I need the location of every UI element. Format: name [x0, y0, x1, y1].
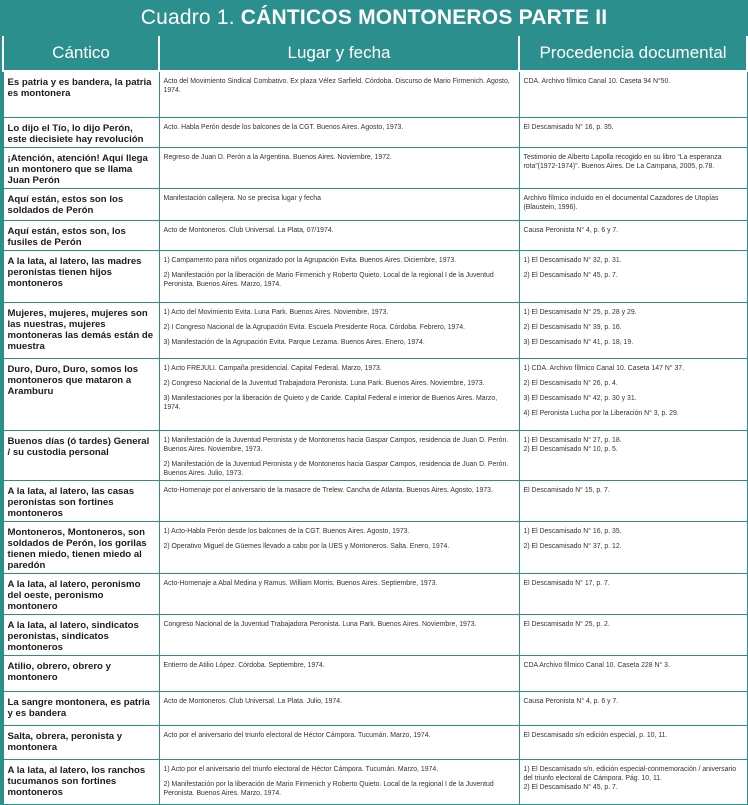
cell-lugar-fecha-entry: 2) Manifestación de la Juventud Peronista y de Montoneros hacia Gaspar Campos, residencia de Juan D. Perón. Buenos Aires. Julio, 1973. — [163, 460, 509, 477]
cell-cantico: Aquí están, estos son los soldados de Perón — [3, 188, 159, 220]
table-row — [3, 614, 747, 655]
table-row — [3, 117, 747, 147]
table-row — [3, 725, 747, 759]
cell-lugar-fecha-entry: Acto del Movimiento Sindical Combativo. Ex plaza Vélez Sarfield. Córdoba. Discurso de Mario Firmenich. Agosto, 1974. — [163, 78, 510, 94]
cell-procedencia — [519, 573, 747, 614]
table-row — [3, 430, 747, 480]
cell-cantico: A la lata, al latero, las casas peronistas son fortines montoneros — [3, 480, 159, 521]
table-row — [3, 250, 747, 302]
cell-lugar-fecha — [159, 480, 519, 521]
cell-procedencia-entry: 1) El Descamisado N° 32, p. 31. — [523, 256, 622, 264]
cell-procedencia — [519, 430, 747, 480]
table-row — [3, 573, 747, 614]
cell-cantico: Mujeres, mujeres, mujeres son las nuestras, mujeres montoneras las demás están de muestra — [3, 302, 159, 358]
cell-cantico: Buenos días (ó tardes) General / su custodia personal — [3, 430, 159, 480]
cell-cantico: Es patria y es bandera, la patria es montonera — [3, 71, 159, 117]
table-title-prefix: Cuadro 1. — [140, 6, 235, 29]
cell-lugar-fecha-entry: Acto de Montoneros. Club Universal. La Plata, 07/1974. — [163, 226, 334, 234]
header-lugar-fecha: Lugar y fecha — [159, 36, 519, 71]
header-procedencia: Procedencia documental — [519, 36, 747, 71]
cell-procedencia-entry: 1) El Descamisado s/n. edición especial-conmemoración / aniversario del triunfo electoral de Cámpora. Pág. 10, 11. 2) El Descamisado N° 45, p. 7. — [523, 765, 737, 791]
cell-lugar-fecha-entry: Acto. Habla Perón desde los balcones de la CGT. Buenos Aires. Agosto, 1973. — [163, 123, 404, 131]
cell-procedencia-entry: Causa Peronista N° 4, p. 6 y 7. — [523, 226, 619, 234]
cell-procedencia-entry: 3) El Descamisado N° 41, p. 18, 19. — [523, 338, 634, 346]
cell-procedencia-entry: El Descamisado s/n edición especial, p. 10, 11. — [523, 731, 668, 739]
cell-procedencia — [519, 250, 747, 302]
table-header-row — [3, 36, 747, 71]
cell-lugar-fecha — [159, 430, 519, 480]
cell-lugar-fecha — [159, 759, 519, 804]
cell-procedencia-entry: 2) El Descamisado N° 39, p. 16. — [523, 323, 622, 331]
cell-cantico: A la lata, al latero, peronismo del oeste, peronismo montonero — [3, 573, 159, 614]
cell-procedencia-entry: 2) El Descamisado N° 37, p. 12. — [523, 542, 622, 550]
cell-procedencia — [519, 759, 747, 804]
cell-lugar-fecha-entry: 2) Manifestación por la liberación de Mario Firmenich y Roberto Quieto. Local de la regional I de la Juventud Peronista. Buenos Aires. Marzo, 1974. — [163, 271, 494, 288]
cell-cantico: A la lata, al latero, las madres peronistas tienen hijos montoneros — [3, 250, 159, 302]
cell-lugar-fecha — [159, 573, 519, 614]
cantos-table — [2, 36, 748, 805]
cell-procedencia — [519, 71, 747, 117]
cell-procedencia-entry: 1) El Descamisado N° 27, p. 18. 2) El Descamisado N° 10, p. 5. — [523, 436, 622, 453]
cell-lugar-fecha — [159, 358, 519, 430]
cell-lugar-fecha-entry: Acto-Homenaje a Abal Medina y Ramus. William Morris. Buenos Aires. Septiembre, 1973. — [163, 579, 438, 587]
cell-lugar-fecha — [159, 71, 519, 117]
cell-lugar-fecha — [159, 188, 519, 220]
cell-cantico: ¡Atención, atención! Aquí llega un montonero que se llama Juan Perón — [3, 147, 159, 188]
cell-procedencia — [519, 188, 747, 220]
cell-procedencia-entry: 1) El Descamisado N° 16, p. 35. — [523, 527, 622, 535]
cell-procedencia — [519, 655, 747, 691]
table-row — [3, 71, 747, 117]
cell-lugar-fecha-entry: 1) Acto FREJULI. Campaña presidencial. Capital Federal. Marzo, 1973. — [163, 364, 382, 372]
cell-cantico: Lo dijo el Tío, lo dijo Perón, este diecisiete hay revolución — [3, 117, 159, 147]
table-row — [3, 691, 747, 725]
cell-lugar-fecha-entry: 3) Manifestaciones por la liberación de Quieto y de Caride. Capital Federal e interior de Buenos Aires. Marzo, 1974. — [163, 394, 498, 411]
cell-lugar-fecha — [159, 614, 519, 655]
cell-procedencia-entry: 3) El Descamisado N° 42, p. 30 y 31. — [523, 394, 637, 402]
cell-lugar-fecha — [159, 220, 519, 250]
cell-procedencia — [519, 521, 747, 573]
cell-lugar-fecha — [159, 250, 519, 302]
cell-cantico: A la lata, al latero, los ranchos tucumanos son fortines montoneros — [3, 759, 159, 804]
cell-lugar-fecha — [159, 117, 519, 147]
table-row — [3, 188, 747, 220]
cell-procedencia-entry: Testimonio de Alberto Lapolla recogido en su libro “La esperanza rota”(1972-1974)”. Buenos Aires. De La Campana, 2005, p.78. — [523, 153, 722, 170]
cell-procedencia-entry: Archivo fílmico incluido en el documental Cazadores de Utopías (Blaustein, 1996). — [523, 194, 719, 211]
cell-lugar-fecha-entry: 3) Manifestación de la Agrupación Evita. Parque Lezama. Buenos Aires. Enero, 1974. — [163, 338, 425, 346]
cell-procedencia — [519, 147, 747, 188]
cell-lugar-fecha-entry: 2) Congreso Nacional de la Juventud Trabajadora Peronista. Luna Park. Buenos Aires. Noviembre, 1973. — [163, 379, 485, 387]
table-row — [3, 302, 747, 358]
cell-cantico: Aquí están, estos son, los fusiles de Perón — [3, 220, 159, 250]
cell-procedencia — [519, 117, 747, 147]
cell-lugar-fecha-entry: 2) Operativo Miguel de Güemes llevado a cabo por la UES y Montoneros. Salta. Enero, 1974. — [163, 542, 450, 550]
cell-cantico: La sangre montonera, es patria y es bandera — [3, 691, 159, 725]
table-title — [0, 0, 748, 36]
cell-lugar-fecha-entry: 1) Acto por el aniversario del triunfo electoral de Héctor Cámpora. Tucumán. Marzo, 1974. — [163, 765, 439, 773]
table-body — [3, 71, 747, 804]
cell-cantico: Montoneros, Montoneros, son soldados de Perón, los gorilas tienen miedo, tienen miedo al paredón — [3, 521, 159, 573]
cell-procedencia-entry: 4) El Peronista Lucha por la Liberación N° 3, p. 29. — [523, 409, 679, 417]
cell-lugar-fecha-entry: 2) I Congreso Nacional de la Agrupación Evita. Escuela Presidente Roca. Córdoba. Febrero, 1974. — [163, 323, 465, 331]
cell-procedencia — [519, 725, 747, 759]
cell-procedencia-entry: El Descamisado N° 25, p. 2. — [523, 620, 610, 628]
cell-lugar-fecha-entry: 1) Acto-Habla Perón desde los balcones de la CGT. Buenos Aires. Agosto, 1973. — [163, 527, 410, 535]
cell-lugar-fecha — [159, 655, 519, 691]
cell-lugar-fecha-entry: Regreso de Juan D. Perón a la Argentina. Buenos Aires. Noviembre, 1972. — [163, 153, 392, 161]
cell-lugar-fecha-entry: 1) Manifestación de la Juventud Peronista y de Montoneros hacia Gaspar Campos, residencia de Juan D. Perón. Buenos Aires. Noviembre, 1973. — [163, 436, 509, 453]
cell-lugar-fecha-entry: Entierro de Atilio López. Córdoba. Septiembre, 1974. — [163, 661, 325, 669]
cell-procedencia-entry: El Descamisado N° 17, p. 7. — [523, 579, 610, 587]
cell-lugar-fecha-entry: Manifestación callejera. No se precisa lugar y fecha — [163, 194, 321, 202]
table-row — [3, 358, 747, 430]
cell-lugar-fecha-entry: 1) Acto del Movimiento Evita. Luna Park. Buenos Aires. Noviembre, 1973. — [163, 308, 389, 316]
cell-lugar-fecha-entry: Acto por el aniversario del triunfo electoral de Héctor Cámpora. Tucumán. Marzo, 1974. — [163, 731, 431, 739]
cell-procedencia-entry: 1) CDA. Archivo fílmico Canal 10. Caseta 147 N° 37. — [523, 364, 685, 372]
cell-lugar-fecha-entry: Acto de Montoneros. Club Universal. La Plata. Julio, 1974. — [163, 697, 342, 705]
cell-procedencia-entry: CDA. Archivo fílmico Canal 10. Caseta 94 N°50. — [523, 78, 671, 85]
cell-lugar-fecha — [159, 147, 519, 188]
cell-procedencia-entry: El Descamisado N° 15, p. 7. — [523, 486, 610, 494]
table-row — [3, 521, 747, 573]
cell-procedencia — [519, 691, 747, 725]
cell-procedencia-entry: 2) El Descamisado N° 26, p. 4. — [523, 379, 618, 387]
cell-cantico: Salta, obrera, peronista y montonera — [3, 725, 159, 759]
cell-procedencia — [519, 614, 747, 655]
cell-procedencia-entry: 1) El Descamisado N° 25, p. 28 y 29. — [523, 308, 637, 316]
cell-cantico: Duro, Duro, Duro, somos los montoneros que mataron a Aramburu — [3, 358, 159, 430]
cell-lugar-fecha-entry: 1) Campamento para niños organizado por la Agrupación Evita. Buenos Aires. Diciembre, 1973. — [163, 256, 457, 264]
cell-lugar-fecha — [159, 302, 519, 358]
table-row — [3, 655, 747, 691]
cell-lugar-fecha — [159, 725, 519, 759]
cell-procedencia-entry: Causa Peronista N° 4, p. 6 y 7. — [523, 697, 619, 705]
cell-procedencia-entry: 2) El Descamisado N° 45, p. 7. — [523, 271, 618, 279]
cell-lugar-fecha-entry: 2) Manifestación por la liberación de Mario Firmenich y Roberto Quieto. Local de la regional I de la Juventud Peronista. Buenos Aires. Marzo, 1974. — [163, 780, 494, 797]
cell-cantico: Atilio, obrero, obrero y montonero — [3, 655, 159, 691]
cell-lugar-fecha — [159, 691, 519, 725]
cell-lugar-fecha-entry: Acto-Homenaje por el aniversario de la masacre de Trelew. Cancha de Atlanta. Buenos Aires. Agosto, 1973. — [163, 486, 493, 494]
table-row — [3, 759, 747, 804]
table-row — [3, 480, 747, 521]
cell-cantico: A la lata, al latero, sindicatos peronistas, sindicatos montoneros — [3, 614, 159, 655]
header-cantico: Cántico — [3, 36, 159, 71]
cell-procedencia — [519, 220, 747, 250]
cell-procedencia — [519, 358, 747, 430]
table-row — [3, 147, 747, 188]
cell-procedencia-entry: El Descamisado N° 16, p. 35. — [523, 123, 614, 131]
cell-procedencia — [519, 302, 747, 358]
cell-procedencia-entry: CDA Archivo fílmico Canal 10. Caseta 228 N° 3. — [523, 661, 670, 669]
cell-procedencia — [519, 480, 747, 521]
table-row — [3, 220, 747, 250]
cell-lugar-fecha — [159, 521, 519, 573]
cell-lugar-fecha-entry: Congreso Nacional de la Juventud Trabajadora Peronista. Luna Park. Buenos Aires. Noviembre, 1973. — [163, 620, 477, 628]
table-title-main: CÁNTICOS MONTONEROS PARTE II — [240, 6, 608, 29]
